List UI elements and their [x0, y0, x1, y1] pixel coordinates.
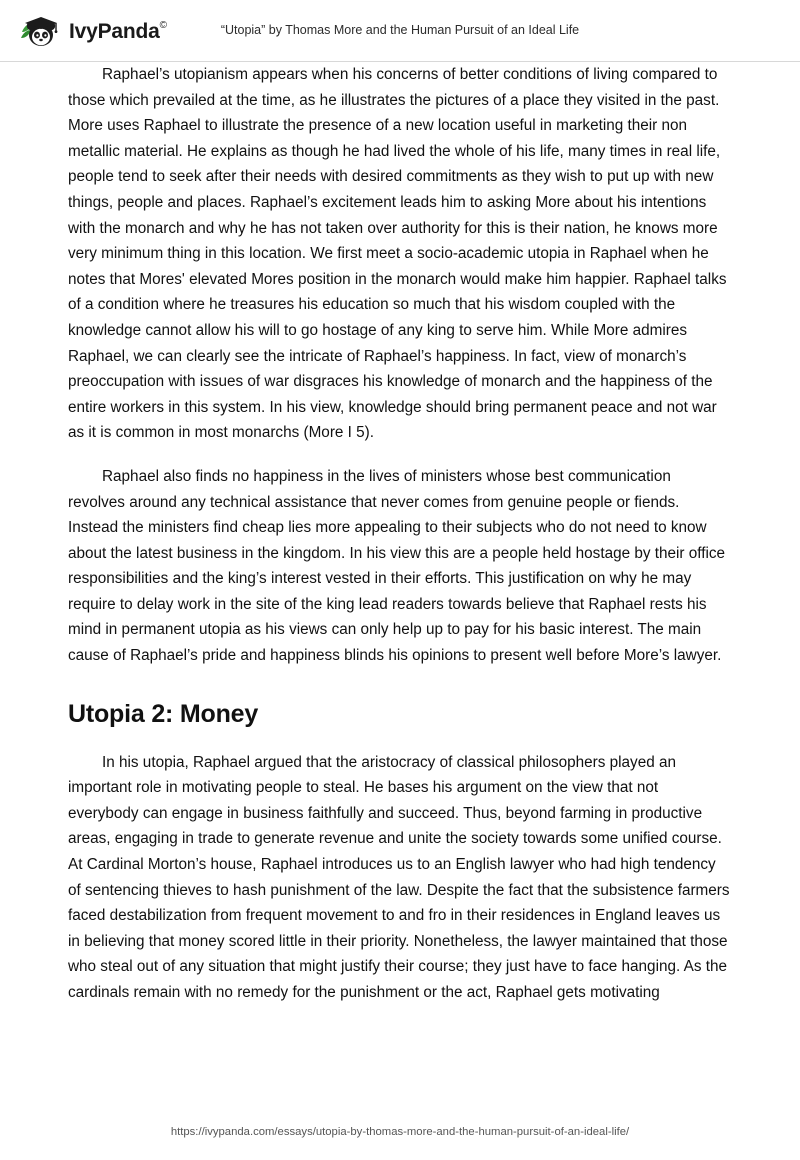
document-content [0, 62, 800, 1006]
paragraph: Raphael also finds no happiness in the lives of ministers whose best communication revolves around any technical assistance that never comes from genuine people or fiends. Instead the ministers find cheap lies more appealing to their subjects who do not need to know about the latest business in the kingdom. In his view this are a people held hostage by their office responsibilities and the king’s interest vested in their efforts. This justification on why he may require to delay work in the site of the king lead readers towards believe that Raphael rests his mind in permanent utopia as his views can only help up to pay for his basic interest. The main cause of Raphael’s pride and happiness blinds his opinions to present well before More’s lawyer. [68, 467, 726, 665]
paragraph: Raphael’s utopianism appears when his concerns of better conditions of living compared to those which prevailed at the time, as he illustrates the pictures of a place they visited in the past. More uses Raphael to illustrate the presence of a new location useful in marketing their non metallic material. He explains as though he had lived the whole of his life, many times in real life, people tend to seek after their needs with desired commitments as they wish to put up with new things, people and places. Raphael’s excitement leads him to asking More about his intentions with the monarch and why he has not taken over authority for this is their nation, he knows more very minimum thing in this location. We first meet a socio-academic utopia in Raphael when he notes that Mores' elevated Mores position in the monarch would make him happier. Raphael talks of a condition where he treasures his education so much that his wisdom coupled with the knowledge cannot allow his will to go hostage of any king to serve him. While More admires Raphael, we can clearly see the intricate of Raphael’s happiness. In fact, view of monarch’s preoccupation with issues of war disgraces his knowledge of monarch and the happiness of the entire workers in this system. In his view, knowledge should bring permanent peace and not war as it is common in most monarchs (More I 5). [68, 66, 727, 442]
footer [0, 1126, 800, 1138]
document-title: “Utopia” by Thomas More and the Human Pursuit of an Ideal Life [220, 23, 580, 37]
brand-name-text: IvyPanda [69, 20, 160, 43]
brand-trademark: © [159, 20, 167, 31]
source-url-link[interactable]: https://ivypanda.com/essays/utopia-by-thomas-more-and-the-human-pursuit-of-an-ideal-life/ [170, 1126, 630, 1138]
section-heading: Utopia 2: Money [68, 699, 259, 728]
paragraph: In his utopia, Raphael argued that the aristocracy of classical philosophers played an important role in motivating people to steal. He bases his argument on the view that not everybody can engage in business faithfully and succeed. Thus, beyond farming in productive areas, engaging in trade to generate revenue and unite the society towards some unified course. At Cardinal Morton’s house, Raphael introduces us to an English lawyer who had high tendency of sentencing thieves to hash punishment of the law. Despite the fact that the subsistence farmers faced destabilization from frequent movement to and fro in their residences in England leaves us in believing that money scored little in their priority. Nonetheless, the lawyer maintained that those who steal out of any situation that might justify their course; they just have to face hanging. As the cardinals remain with no remedy for the punishment or the act, Raphael gets motivating [68, 753, 730, 1001]
page-header [0, 0, 800, 62]
